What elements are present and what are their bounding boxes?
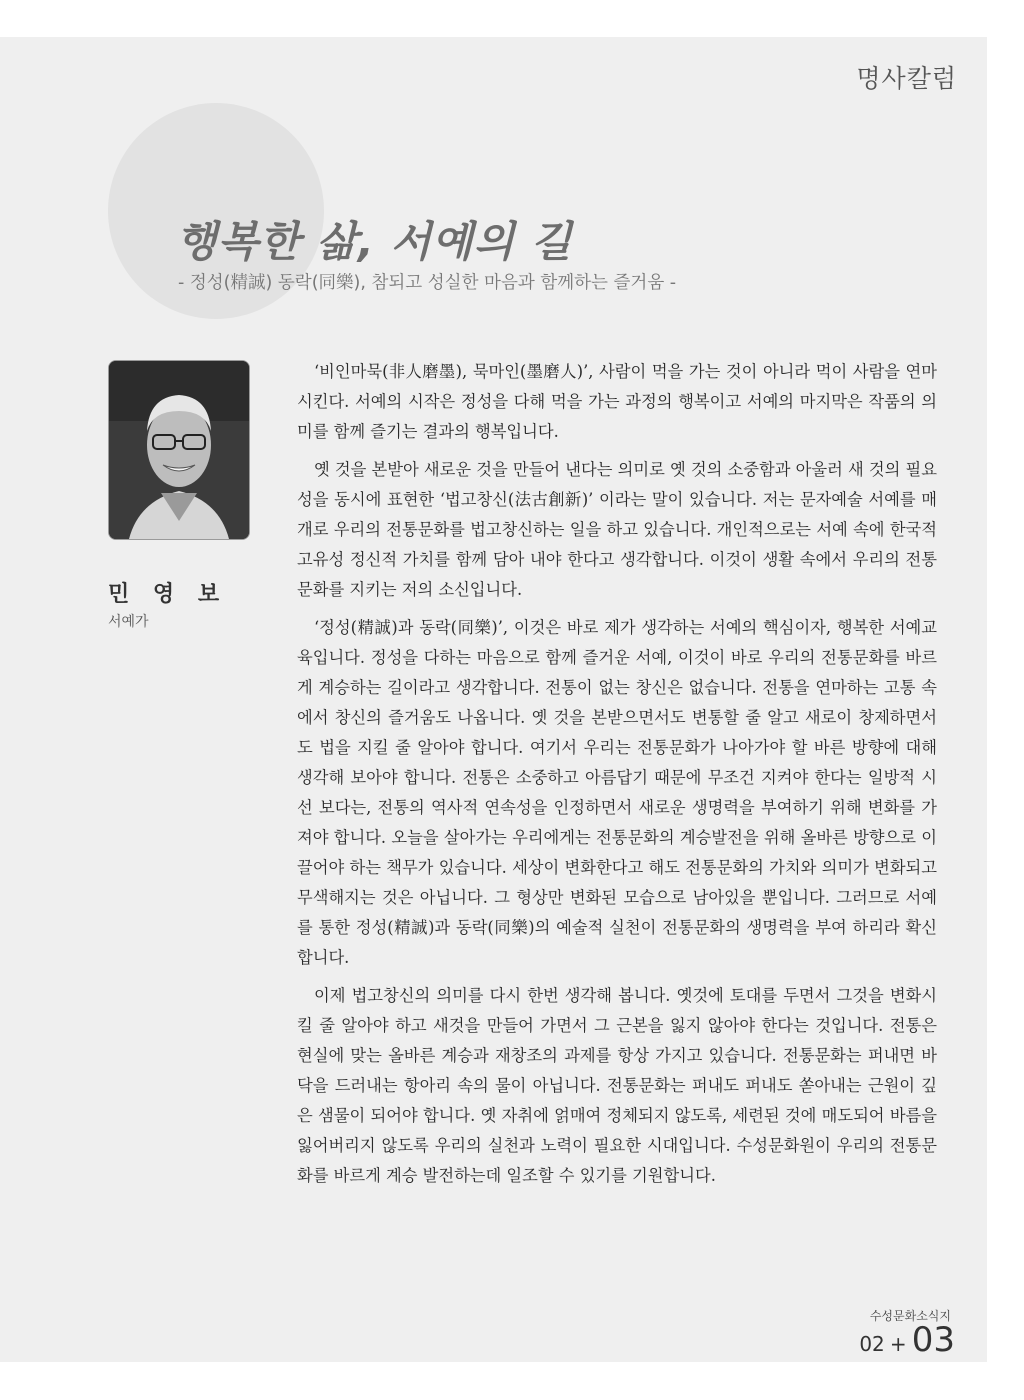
author-name: 민 영 보 xyxy=(108,581,228,607)
section-label: 명사칼럼 xyxy=(856,64,957,93)
page-separator: + xyxy=(889,1332,907,1356)
paragraph: 옛 것을 본받아 새로운 것을 만들어 낸다는 의미로 옛 것의 소중함과 아울러 새 것의 필요성을 동시에 표현한 ‘법고창신(法古創新)’ 이라는 말이 있습니다. 저는 문자예술 서예를 매개로 우리의 전통문화를 법고창신하는 일을 하고 있습니다. 개인적으로는 서예 속에 한국적 고유성 정신적 가치를 함께 담아 내야 한다고 생각합니다. 이것이 생활 속에서 우리의 전통문화를 지키는 저의 소신입니다. xyxy=(297,460,937,599)
magazine-name: 수성문화소식지 xyxy=(869,1309,951,1323)
paragraph: ‘정성(精誠)과 동락(同樂)’, 이것은 바로 제가 생각하는 서예의 핵심이자, 행복한 서예교육입니다. 정성을 다하는 마음으로 함께 즐거운 서예, 이것이 바로 우리의 전통문화를 바르게 계승하는 길이라고 생각합니다. 전통이 없는 창신은 없습니다. 전통을 연마하는 고통 속에서 창신의 즐거움도 나옵니다. 옛 것을 본받으면서도 변통할 줄 알고 새로이 창제하면서도 법을 지킬 줄 알아야 합니다. 여기서 우리는 전통문화가 나아가야 할 바른 방향에 대해 생각해 보아야 합니다. 전통은 소중하고 아름답기 때문에 무조건 지켜야 한다는 일방적 시선 보다는, 전통의 역사적 연속성을 인정하면서 새로운 생명력을 부여하기 위해 변화를 가져야 합니다. 오늘을 살아가는 우리에게는 전통문화의 계승발전을 위해 올바른 방향으로 이끌어야 하는 책무가 있습니다. 세상이 변화한다고 해도 전통문화의 가치와 의미가 변화되고 무색해지는 것은 아닙니다. 그 형상만 변화된 모습으로 남아있을 뿐입니다. 그러므로 서예를 통한 정성(精誠)과 동락(同樂)의 예술적 실천이 전통문화의 생명력을 부여 하리라 확신합니다. xyxy=(297,618,937,967)
article-title: 행복한 삶, 서예의 길 xyxy=(176,217,573,266)
author-role: 서예가 xyxy=(108,614,149,630)
paragraph: 이제 법고창신의 의미를 다시 한번 생각해 봅니다. 옛것에 토대를 두면서 그것을 변화시킬 줄 알아야 하고 새것을 만들어 가면서 그 근본을 잃지 않아야 한다는 것입니다. 전통은 현실에 맞는 올바른 계승과 재창조의 과제를 항상 가지고 있습니다. 전통문화는 퍼내면 바닥을 드러내는 항아리 속의 물이 아닙니다. 전통문화는 퍼내도 퍼내도 쏟아내는 근원이 깊은 샘물이 되어야 합니다. 옛 자취에 얽매여 정체되지 않도록, 세련된 것에 매도되어 바름을 잃어버리지 않도록 우리의 실천과 노력이 필요한 시대입니다. 수성문화원이 우리의 전통문화를 바르게 계승 발전하는데 일조할 수 있기를 기원합니다. xyxy=(297,986,937,1185)
article-body xyxy=(297,357,937,1199)
issue-number: 02 xyxy=(859,1332,885,1356)
portrait-image xyxy=(109,361,249,539)
author-photo xyxy=(108,360,250,540)
page-number: 03 xyxy=(911,1320,955,1360)
page-background xyxy=(0,37,987,1362)
paragraph: ‘비인마묵(非人磨墨), 묵마인(墨磨人)’, 사람이 먹을 가는 것이 아니라 먹이 사람을 연마시킨다. 서예의 시작은 정성을 다해 먹을 가는 과정의 행복이고 서예의 마지막은 작품의 의미를 함께 즐기는 결과의 행복입니다. xyxy=(297,362,937,441)
page-numbers xyxy=(859,1320,955,1360)
article-subtitle: - 정성(精誠) 동락(同樂), 참되고 성실한 마음과 함께하는 즐거움 - xyxy=(178,273,677,293)
